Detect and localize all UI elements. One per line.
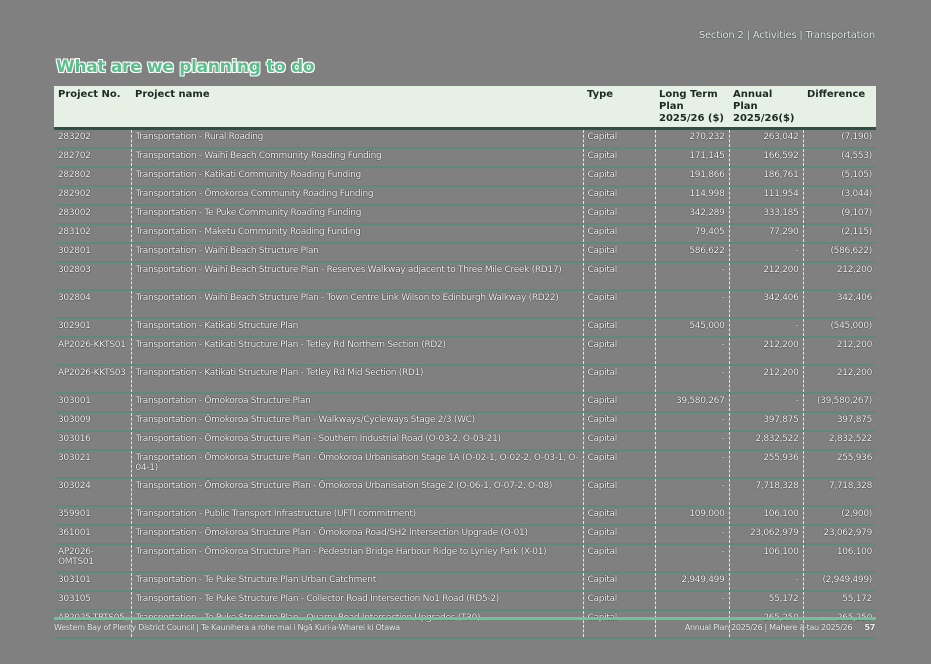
table-row <box>54 262 876 290</box>
project-name-cell: Transportation - Waihī Beach Community Roading Funding <box>131 148 583 167</box>
project-name-cell: Transportation - Rural Roading <box>131 129 583 149</box>
project-number-cell: 302804 <box>54 290 131 318</box>
project-number-cell: 303024 <box>54 478 131 506</box>
difference-cell: (2,115) <box>803 224 876 243</box>
type-cell: Capital <box>583 262 655 290</box>
table-row <box>54 450 876 478</box>
project-number-cell: 303001 <box>54 393 131 412</box>
annual-plan-cell: - <box>729 243 803 262</box>
table-row <box>54 478 876 506</box>
annual-plan-cell: 263,042 <box>729 129 803 149</box>
annual-plan-cell: 333,185 <box>729 205 803 224</box>
difference-cell: (545,000) <box>803 318 876 337</box>
long-term-plan-cell: 79,405 <box>655 224 729 243</box>
difference-cell: (5,105) <box>803 167 876 186</box>
table-row <box>54 186 876 205</box>
long-term-plan-cell: 2,949,499 <box>655 572 729 591</box>
project-name-cell: Transportation - Katikati Structure Plan - Tetley Rd Northern Section (RD2) <box>131 337 583 365</box>
long-term-plan-cell: - <box>655 337 729 365</box>
project-name-cell: Transportation - Ōmokoroa Structure Plan - Walkways/Cycleways Stage 2/3 (WC) <box>131 412 583 431</box>
long-term-plan-cell: 545,000 <box>655 318 729 337</box>
difference-cell: 255,936 <box>803 450 876 478</box>
col-annual-plan: Annual Plan 2025/26($) <box>729 86 803 129</box>
annual-plan-cell: 397,875 <box>729 412 803 431</box>
page-title: What are we planning to do <box>56 57 315 77</box>
table-row <box>54 525 876 544</box>
long-term-plan-cell: - <box>655 544 729 572</box>
long-term-plan-cell: - <box>655 591 729 610</box>
type-cell <box>583 610 655 638</box>
col-project-no: Project No. <box>54 86 131 129</box>
project-number-cell: 282702 <box>54 148 131 167</box>
project-name-cell: Transportation - Waihī Beach Structure Plan <box>131 243 583 262</box>
long-term-plan-cell: - <box>655 478 729 506</box>
table-row <box>54 205 876 224</box>
project-number-cell: AP2026-KKTS01 <box>54 337 131 365</box>
difference-cell: 342,406 <box>803 290 876 318</box>
type-cell: Capital <box>583 525 655 544</box>
project-name-cell: Transportation - Ōmokoroa Structure Plan - Ōmokoroa Urbanisation Stage 2 (O-06-1, O-07-2, O-08) <box>131 478 583 506</box>
type-cell: Capital <box>583 167 655 186</box>
project-number-cell: 283002 <box>54 205 131 224</box>
long-term-plan-cell: - <box>655 365 729 393</box>
difference-cell: 397,875 <box>803 412 876 431</box>
project-name-cell: Transportation - Ōmokoroa Community Roading Funding <box>131 186 583 205</box>
type-cell: Capital <box>583 478 655 506</box>
table-row <box>54 290 876 318</box>
project-name-cell: Transportation - Katikati Structure Plan - Tetley Rd Mid Section (RD1) <box>131 365 583 393</box>
project-number-cell: 283102 <box>54 224 131 243</box>
type-cell: Capital <box>583 318 655 337</box>
long-term-plan-cell: - <box>655 290 729 318</box>
project-number-cell: 303101 <box>54 572 131 591</box>
project-number-cell: 359901 <box>54 506 131 525</box>
type-cell: Capital <box>583 186 655 205</box>
footer-plan-title: Annual Plan 2025/26 | Mahere ā-tau 2025/26 <box>684 623 853 632</box>
long-term-plan-cell: 586,622 <box>655 243 729 262</box>
project-number-cell: 303009 <box>54 412 131 431</box>
table-row <box>54 506 876 525</box>
project-number-cell: 303016 <box>54 431 131 450</box>
annual-plan-cell: 55,172 <box>729 591 803 610</box>
project-number-cell: AP2026-OMTS01 <box>54 544 131 572</box>
annual-plan-cell: 106,100 <box>729 506 803 525</box>
project-name-cell: Transportation - Ōmokoroa Structure Plan <box>131 393 583 412</box>
annual-plan-cell: 106,100 <box>729 544 803 572</box>
annual-plan-cell: 342,406 <box>729 290 803 318</box>
projects-table <box>54 86 876 639</box>
type-cell: Capital <box>583 412 655 431</box>
annual-plan-cell: - <box>729 318 803 337</box>
type-cell: Capital <box>583 450 655 478</box>
table-row <box>54 337 876 365</box>
annual-plan-cell: 2,832,522 <box>729 431 803 450</box>
annual-plan-cell: - <box>729 393 803 412</box>
type-cell: Capital <box>583 572 655 591</box>
type-cell: Capital <box>583 544 655 572</box>
project-number-cell: 302803 <box>54 262 131 290</box>
col-type: Type <box>583 86 655 129</box>
table-row <box>54 393 876 412</box>
annual-plan-cell: 212,200 <box>729 262 803 290</box>
project-name-cell: Transportation - Public Transport Infrastructure (UFTI commitment) <box>131 506 583 525</box>
type-cell: Capital <box>583 393 655 412</box>
project-name-cell: Transportation - Ōmokoroa Structure Plan - Southern Industrial Road (O-03-2, O-03-21) <box>131 431 583 450</box>
type-cell: Capital <box>583 431 655 450</box>
project-number-cell: 361001 <box>54 525 131 544</box>
long-term-plan-cell: - <box>655 450 729 478</box>
footer-council-name: Western Bay of Plenty District Council | Te Kaunihera a rohe mai i Ngā Kuri-a-Wharei ki Otawa <box>54 623 400 632</box>
table-row <box>54 412 876 431</box>
annual-plan-cell: - <box>729 572 803 591</box>
project-name-cell: Transportation - Katikati Structure Plan <box>131 318 583 337</box>
type-cell: Capital <box>583 205 655 224</box>
annual-plan-cell: 212,200 <box>729 365 803 393</box>
difference-cell: (586,622) <box>803 243 876 262</box>
table-row <box>54 224 876 243</box>
project-name-cell: Transportation - Te Puke Structure Plan Urban Catchment <box>131 572 583 591</box>
project-name-cell: Transportation - Waihī Beach Structure Plan - Town Centre Link Wilson to Edinburgh Walkway (RD22) <box>131 290 583 318</box>
project-number-cell: 282802 <box>54 167 131 186</box>
long-term-plan-cell: - <box>655 431 729 450</box>
footer-plan-info <box>685 623 875 632</box>
table-row <box>54 431 876 450</box>
project-number-cell: 303105 <box>54 591 131 610</box>
difference-cell: (2,900) <box>803 506 876 525</box>
type-cell: Capital <box>583 365 655 393</box>
type-cell: Capital <box>583 591 655 610</box>
project-number-cell: 302901 <box>54 318 131 337</box>
difference-cell: 23,062,979 <box>803 525 876 544</box>
project-number-cell: 283202 <box>54 129 131 149</box>
project-name-cell: Transportation - Ōmokoroa Structure Plan - Ōmokoroa Road/SH2 Intersection Upgrade (O-01) <box>131 525 583 544</box>
difference-cell: 212,200 <box>803 365 876 393</box>
long-term-plan-cell: 342,289 <box>655 205 729 224</box>
long-term-plan-cell: 191,866 <box>655 167 729 186</box>
project-name-cell: Transportation - Katikati Community Roading Funding <box>131 167 583 186</box>
annual-plan-cell: 186,761 <box>729 167 803 186</box>
table-row <box>54 148 876 167</box>
difference-cell: 7,718,328 <box>803 478 876 506</box>
long-term-plan-cell: 39,580,267 <box>655 393 729 412</box>
project-number-cell: 302801 <box>54 243 131 262</box>
difference-cell: (2,949,499) <box>803 572 876 591</box>
difference-cell: (3,044) <box>803 186 876 205</box>
project-number-cell: AP2026-KKTS03 <box>54 365 131 393</box>
table-row <box>54 544 876 572</box>
annual-plan-cell: 77,290 <box>729 224 803 243</box>
col-difference: Difference <box>803 86 876 129</box>
annual-plan-cell: 111,954 <box>729 186 803 205</box>
project-name-cell: Transportation - Te Puke Structure Plan - Collector Road Intersection No1 Road (RD5-2) <box>131 591 583 610</box>
type-cell: Capital <box>583 337 655 365</box>
page-number: 57 <box>864 623 875 632</box>
project-name-cell: Transportation - Waihī Beach Structure Plan - Reserves Walkway adjacent to Three Mile Creek (RD17) <box>131 262 583 290</box>
annual-plan-cell: 166,592 <box>729 148 803 167</box>
difference-cell: 212,200 <box>803 262 876 290</box>
type-cell: Capital <box>583 129 655 149</box>
type-cell: Capital <box>583 148 655 167</box>
long-term-plan-cell: - <box>655 525 729 544</box>
long-term-plan-cell: 114,998 <box>655 186 729 205</box>
long-term-plan-cell: - <box>655 262 729 290</box>
long-term-plan-cell: 270,232 <box>655 129 729 149</box>
table-row <box>54 243 876 262</box>
difference-cell: (39,580,267) <box>803 393 876 412</box>
table-row <box>54 129 876 149</box>
difference-cell: (4,553) <box>803 148 876 167</box>
annual-plan-cell: 7,718,328 <box>729 478 803 506</box>
long-term-plan-cell: 171,145 <box>655 148 729 167</box>
table-row <box>54 167 876 186</box>
difference-cell: 55,172 <box>803 591 876 610</box>
type-cell: Capital <box>583 506 655 525</box>
long-term-plan-cell: 109,000 <box>655 506 729 525</box>
long-term-plan-cell: - <box>655 412 729 431</box>
annual-plan-cell: 23,062,979 <box>729 525 803 544</box>
table-row <box>54 318 876 337</box>
type-cell: Capital <box>583 243 655 262</box>
difference-cell: 212,200 <box>803 337 876 365</box>
type-cell: Capital <box>583 290 655 318</box>
project-name-cell: Transportation - Te Puke Community Roading Funding <box>131 205 583 224</box>
type-cell: Capital <box>583 224 655 243</box>
footer-rule <box>54 617 876 620</box>
project-name-cell: Transportation - Maketu Community Roading Funding <box>131 224 583 243</box>
difference-cell: (7,190) <box>803 129 876 149</box>
table-row <box>54 365 876 393</box>
annual-plan-cell: 255,936 <box>729 450 803 478</box>
project-name-cell: Transportation - Ōmokoroa Structure Plan - Pedestrian Bridge Harbour Ridge to Lynley Park (X-01) <box>131 544 583 572</box>
difference-cell: 106,100 <box>803 544 876 572</box>
project-number-cell: 282902 <box>54 186 131 205</box>
annual-plan-cell: 212,200 <box>729 337 803 365</box>
col-long-term-plan: Long Term Plan 2025/26 ($) <box>655 86 729 129</box>
section-breadcrumb: Section 2 | Activities | Transportation <box>698 30 875 41</box>
project-number-cell: 303021 <box>54 450 131 478</box>
table-header-row <box>54 86 876 129</box>
table-row <box>54 591 876 610</box>
project-name-cell: Transportation - Ōmokoroa Structure Plan - Ōmokoroa Urbanisation Stage 1A (O-02-1, O-02-2, O-03-1, O-04-1) <box>131 450 583 478</box>
col-project-name: Project name <box>131 86 583 129</box>
difference-cell: 2,832,522 <box>803 431 876 450</box>
difference-cell: (9,107) <box>803 205 876 224</box>
table-row <box>54 572 876 591</box>
